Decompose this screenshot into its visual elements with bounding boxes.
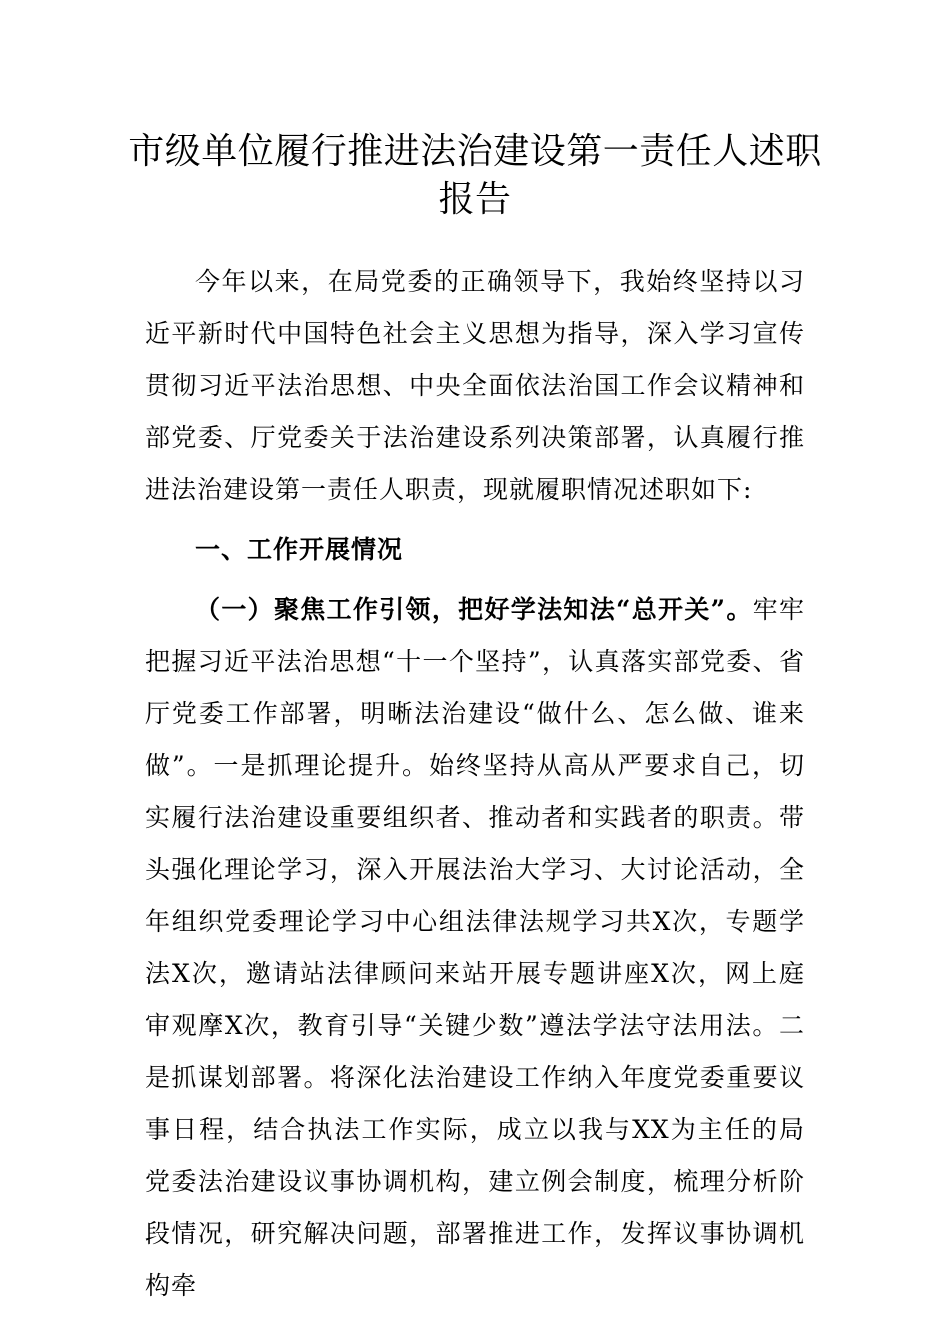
section-paragraph [145,584,805,1312]
document-title: 市级单位履行推进法治建设第一责任人述职报告 [128,131,822,220]
paragraph-lead: （一）聚焦工作引领，把好学法知法“总开关”。 [195,595,753,624]
intro-paragraph: 今年以来，在局党委的正确领导下，我始终坚持以习近平新时代中国特色社会主义思想为指导，深入学习宣传贯彻习近平法治思想、中央全面依法治国工作会议精神和部党委、厅党委关于法治建设系列决策部署，认真履行推进法治建设第一责任人职责，现就履职情况述职如下: [145,267,805,504]
section-heading: 一、工作开展情况 [195,535,404,564]
document-body [145,256,805,1312]
paragraph-body: 牢牢把握习近平法治思想“十一个坚持”，认真落实部党委、省厅党委工作部署，明晰法治建设“做什么、怎么做、谁来做”。一是抓理论提升。始终坚持从高从严要求自己，切实履行法治建设重要组织者、推动者和实践者的职责。带头强化理论学习，深入开展法治大学习、大讨论活动，全年组织党委理论学习中心组法律法规学习共X次，专题学法X次，邀请站法律顾问来站开展专题讲座X次，网上庭审观摩X次，教育引导“关键少数”遵法学法守法用法。二是抓谋划部署。将深化法治建设工作纳入年度党委重要议事日程，结合执法工作实际，成立以我与XX为主任的局党委法治建设议事协调机构，建立例会制度，梳理分析阶段情况，研究解决问题，部署推进工作，发挥议事协调机构牵 [145,595,805,1300]
